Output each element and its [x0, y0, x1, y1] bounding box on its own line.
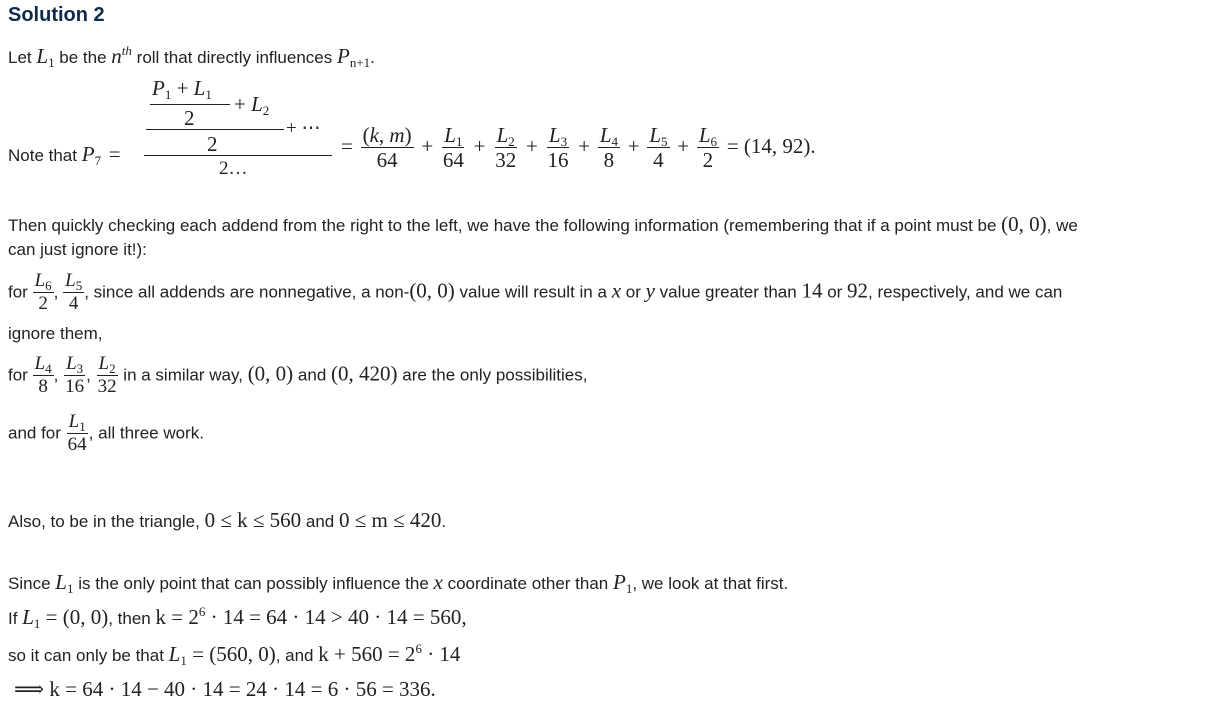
nested-line-3 [144, 155, 332, 156]
nested-top-den: 2 [184, 106, 195, 130]
note-label: Note that P7 = [8, 142, 121, 168]
intro-line [8, 44, 375, 69]
since-line: Since L1 is the only point that can possibly influence the x coordinate other than P1, we look at that first. [8, 570, 789, 596]
intro-prefix: Let [8, 48, 32, 67]
math-P7: P7 [81, 142, 102, 168]
implies-icon: ⟹ [14, 677, 45, 701]
page-title: Solution 2 [8, 4, 105, 26]
frac-L5-4: $\frac{L5}{4}$ [649, 123, 668, 173]
intro-suffix: . [370, 48, 375, 67]
nested-mid-den: 2 [207, 132, 218, 156]
frac-L4-8: $\frac{L4}{8}$ [599, 123, 619, 173]
case1-line: for $\frac{L_6}{2}$ , $\frac{L_5}{4}$ , since all addends are nonnegative, a non-(0, 0) value will result in a x or y value greater than 14 or 92, respectively, and we can [8, 270, 1063, 314]
nested-plus-L2: + L2 [234, 92, 270, 118]
frac-L6-2-small: $\frac{L_6}{2}$ [34, 270, 52, 314]
frac-km-64: $\frac{(k, m)}{64}$ [362, 123, 412, 173]
frac-L6-2: $\frac{L6}{2}$ [698, 123, 718, 173]
math-Pn1: Pn+1 [336, 44, 371, 70]
frac-L1-64: $\frac{L1}{64}$ [442, 123, 464, 173]
intro-mid1: be the [59, 48, 107, 67]
case2-line: for $\frac{L_4}{8}$ , $\frac{L_3}{16}$ , $\frac{L_2}{32}$ in a similar way, (0, 0) and (0, 420) are the only possibilities, [8, 353, 588, 397]
frac-L2-32-small: $\frac{L_2}{32}$ [97, 353, 117, 397]
nested-dots: + ⋯ [286, 118, 321, 139]
if-line: If L1 = (0, 0), then $k = 2^6 \cdot 14 = 64 \cdot 14 > 40 \cdot 14 = 560$, [8, 604, 467, 631]
case1-line2: ignore them, [8, 324, 103, 343]
case3-line: and for $\frac{L_1}{64}$ , all three work. [8, 411, 204, 455]
frac-L5-4-small: $\frac{L_5}{4}$ [65, 270, 83, 314]
triangle-line: Also, to be in the triangle, 0 ≤ k ≤ 560 and 0 ≤ m ≤ 420. [8, 508, 447, 532]
rhs-sum: = $\frac{(k, m)}{64}$ + $\frac{L1}{64}$ + $\frac{L2}{32}$ + $\frac{L3}{16}$ + $\frac{L4}{8}$ + $\frac{L5}{4}$ + $\frac{L6}{2}$ = (14, 92). [341, 123, 816, 173]
nested-line-2 [146, 129, 284, 130]
nested-line-1 [150, 104, 230, 105]
frac-L1-64-small: $\frac{L_1}{64}$ [67, 411, 87, 455]
formula-result: = (14, 92). [726, 133, 816, 158]
final-line: ⟹ k = 64 · 14 − 40 · 14 = 24 · 14 = 6 · 56 = 336. [14, 677, 436, 701]
equals-sign: = [108, 142, 121, 166]
frac-L3-16: $\frac{L3}{16}$ [547, 123, 569, 173]
zero-point: (0, 0) [1001, 212, 1047, 236]
nested-top-num: P1 + L1 [152, 76, 212, 102]
nested-bottom-den: 2… [219, 158, 248, 179]
so-line: so it can only be that L1 = (560, 0), and $k + 560 = 2^6 \cdot 14$ [8, 641, 461, 668]
frac-L2-32: $\frac{L2}{32}$ [495, 123, 517, 173]
frac-L4-8-small: $\frac{L_4}{8}$ [34, 353, 52, 397]
paragraph1-line2: can just ignore it!): [8, 240, 147, 259]
paragraph1-line1: Then quickly checking each addend from the right to the left, we have the following information (remembering that if a point must be (0, 0), we [8, 212, 1078, 236]
frac-L3-16-small: $\frac{L_3}{16}$ [65, 353, 85, 397]
math-nth: $n^{th}$ [111, 43, 132, 68]
intro-mid2: roll that directly influences [136, 48, 333, 67]
math-L1: L1 [36, 44, 55, 70]
